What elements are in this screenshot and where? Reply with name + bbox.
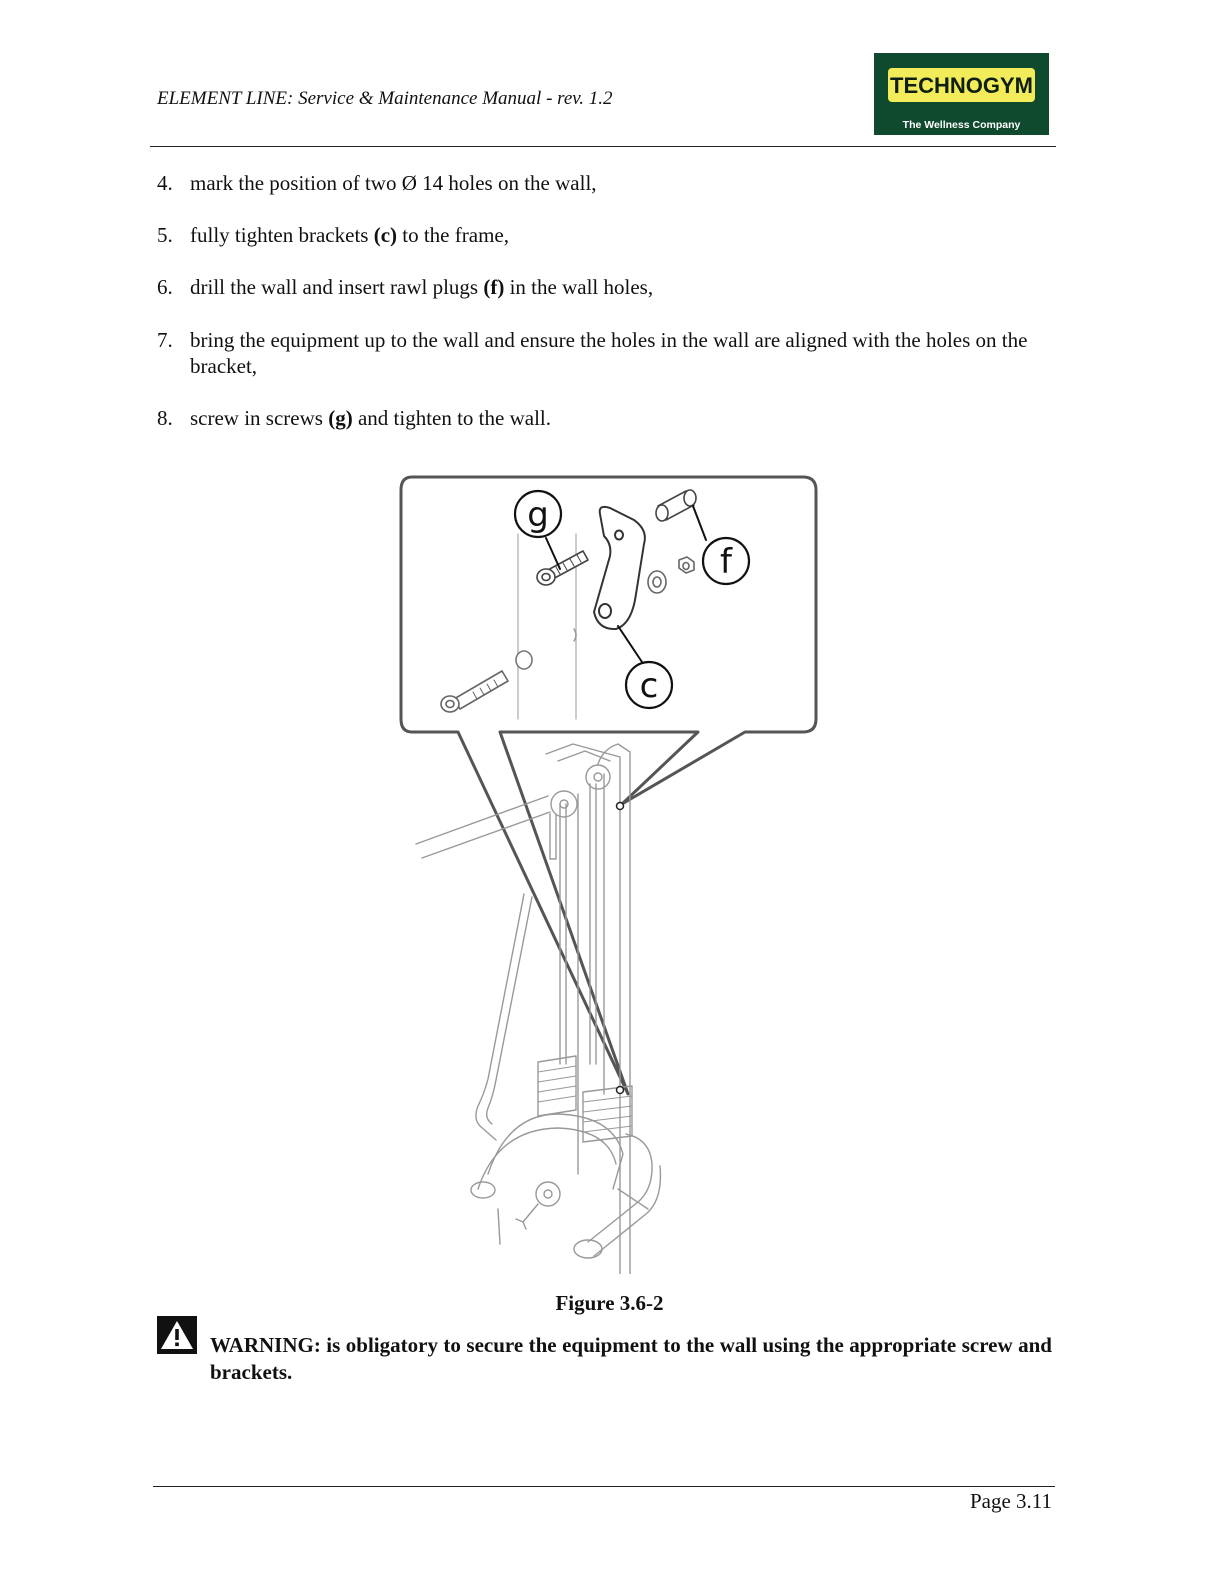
warning-text: WARNING: is obligatory to secure the equipment to the wall using the appropriate screw and brackets. xyxy=(210,1333,1052,1384)
document-title: ELEMENT LINE: Service & Maintenance Manual - rev. 1.2 xyxy=(157,88,613,109)
anchor-top xyxy=(617,803,624,810)
callout-c-label: c xyxy=(639,666,659,706)
warning-triangle-icon xyxy=(157,1316,197,1354)
wall-mount-figure xyxy=(398,474,820,1274)
step-number: 6. xyxy=(157,275,173,299)
cable-machine-drawing xyxy=(416,744,660,1274)
logo-tagline: The Wellness Company xyxy=(902,119,1021,131)
step-number: 8. xyxy=(157,406,173,430)
washer xyxy=(516,651,532,669)
step-text: fully tighten brackets (c) to the frame, xyxy=(190,223,509,247)
footer-rule xyxy=(153,1486,1055,1487)
figure-caption: Figure 3.6-2 xyxy=(555,1291,664,1315)
step-number: 7. xyxy=(157,328,173,352)
callout-f-label: f xyxy=(720,542,732,582)
logo-wordmark: TECHNOGYM xyxy=(890,73,1033,98)
callout-g-label: g xyxy=(527,495,549,535)
step-number: 4. xyxy=(157,171,173,195)
step-text: mark the position of two Ø 14 holes on the wall, xyxy=(190,171,597,195)
step-number: 5. xyxy=(157,223,173,247)
step-text: screw in screws (g) and tighten to the wall. xyxy=(190,406,551,430)
anchor-bottom xyxy=(617,1087,624,1094)
step-text: bring the equipment up to the wall and ensure the holes in the wall are aligned with the holes on the bracket, xyxy=(190,328,1028,378)
step-text: drill the wall and insert rawl plugs (f) in the wall holes, xyxy=(190,275,654,299)
page-number: Page 3.11 xyxy=(969,1489,1052,1513)
technogym-logo xyxy=(874,53,1049,135)
header-rule xyxy=(150,146,1056,147)
